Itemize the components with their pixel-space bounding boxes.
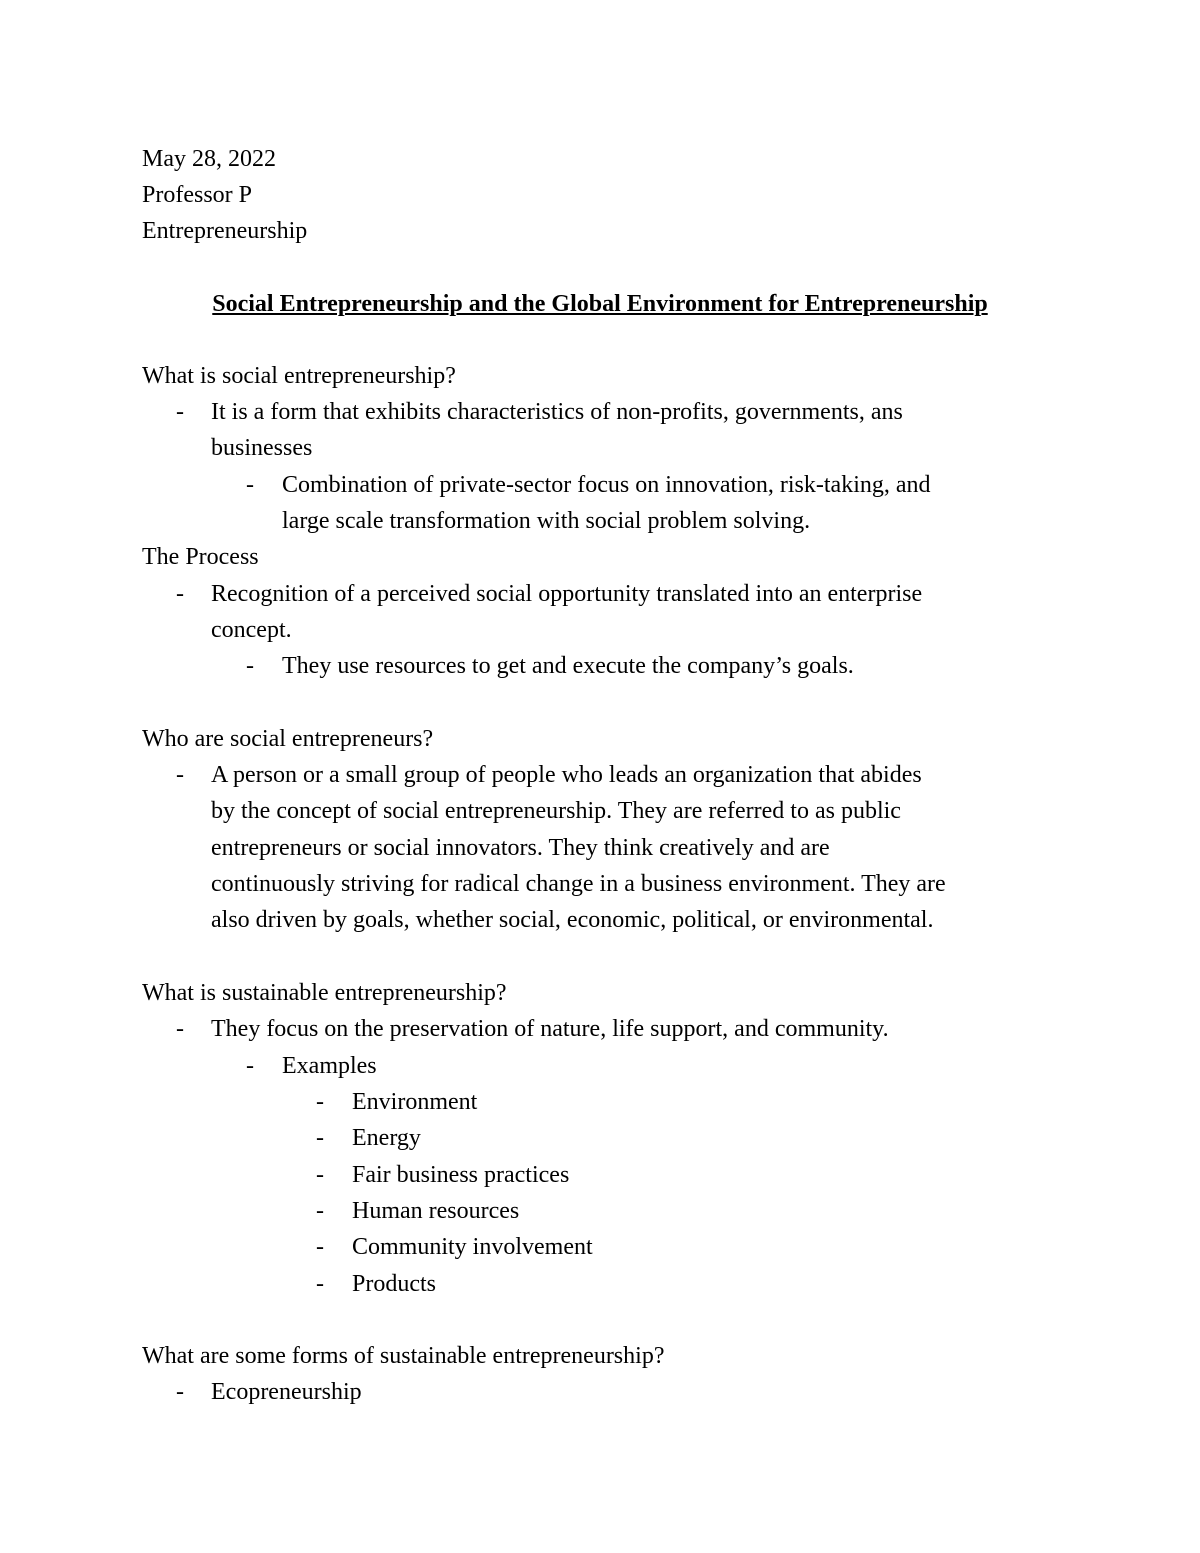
professor-line: Professor P (142, 182, 253, 208)
bullet-dash: - (176, 581, 184, 607)
example-dash: - (316, 1125, 324, 1151)
example-item: Environment (352, 1089, 478, 1115)
question-social-entrepreneurship: What is social entrepreneurship? (142, 363, 456, 389)
example-item: Products (352, 1271, 436, 1297)
bullet-text: Recognition of a perceived social opportunity translated into an enterprise (211, 581, 923, 607)
bullet-text: also driven by goals, whether social, economic, political, or environmental. (211, 907, 934, 933)
bullet-dash: - (176, 762, 184, 788)
example-item: Community involvement (352, 1234, 593, 1260)
sub-bullet-text: They use resources to get and execute the company’s goals. (282, 653, 854, 679)
sub-bullet-text: Examples (282, 1053, 377, 1079)
example-dash: - (316, 1234, 324, 1260)
bullet-text: by the concept of social entrepreneurship. They are referred to as public (211, 798, 901, 824)
course-line: Entrepreneurship (142, 218, 308, 244)
sub-bullet-text: Combination of private-sector focus on innovation, risk-taking, and (282, 472, 931, 498)
question-social-entrepreneurs: Who are social entrepreneurs? (142, 726, 434, 752)
sub-bullet-dash: - (246, 472, 254, 498)
bullet-text: businesses (211, 435, 313, 461)
sub-bullet-dash: - (246, 1053, 254, 1079)
bullet-text: It is a form that exhibits characteristics of non-profits, governments, ans (211, 399, 903, 425)
example-dash: - (316, 1198, 324, 1224)
bullet-text: They focus on the preservation of nature, life support, and community. (211, 1016, 889, 1042)
bullet-text: continuously striving for radical change in a business environment. They are (211, 871, 946, 897)
example-item: Energy (352, 1125, 421, 1151)
example-item: Human resources (352, 1198, 520, 1224)
example-item: Fair business practices (352, 1162, 570, 1188)
example-dash: - (316, 1089, 324, 1115)
example-dash: - (316, 1271, 324, 1297)
sub-bullet-dash: - (246, 653, 254, 679)
question-forms: What are some forms of sustainable entrepreneurship? (142, 1343, 665, 1369)
bullet-text: Ecopreneurship (211, 1379, 362, 1405)
example-dash: - (316, 1162, 324, 1188)
document-title: Social Entrepreneurship and the Global Environment for Entrepreneurship (212, 291, 988, 317)
bullet-dash: - (176, 1016, 184, 1042)
date-line: May 28, 2022 (142, 146, 276, 172)
bullet-dash: - (176, 399, 184, 425)
bullet-dash: - (176, 1379, 184, 1405)
question-sustainable-entrepreneurship: What is sustainable entrepreneurship? (142, 980, 507, 1006)
bullet-text: A person or a small group of people who leads an organization that abides (211, 762, 922, 788)
heading-process: The Process (142, 544, 259, 570)
bullet-text: entrepreneurs or social innovators. They think creatively and are (211, 835, 830, 861)
bullet-text: concept. (211, 617, 292, 643)
sub-bullet-text: large scale transformation with social problem solving. (282, 508, 811, 534)
